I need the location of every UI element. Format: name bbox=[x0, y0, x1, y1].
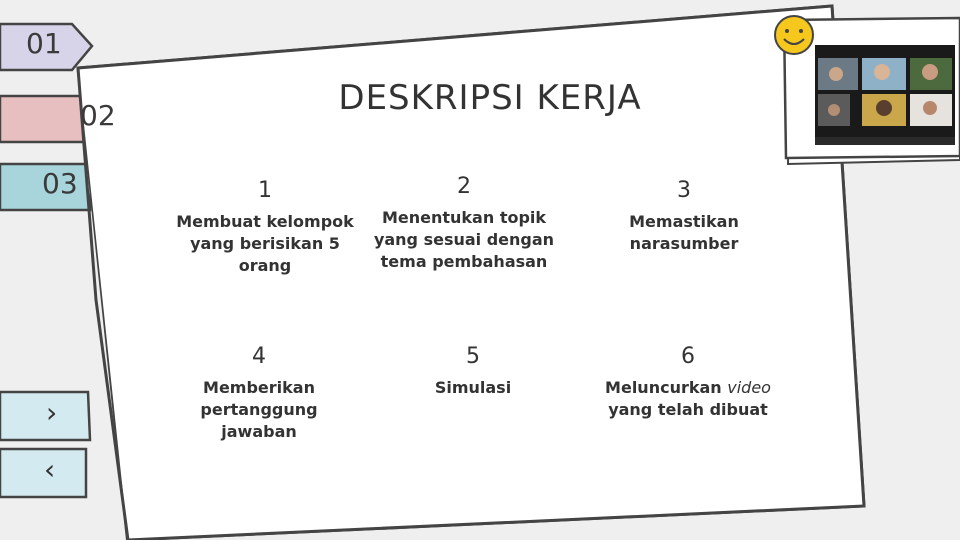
tab-01-label[interactable]: 01 bbox=[26, 27, 62, 60]
work-item-number: 4 bbox=[252, 344, 266, 369]
work-item-number: 3 bbox=[677, 178, 691, 203]
work-item-3 bbox=[589, 178, 779, 255]
work-item-text: Memastikan narasumber bbox=[629, 212, 739, 253]
work-item-text: Meluncurkan video yang telah dibuat bbox=[605, 378, 771, 419]
tab-02-label[interactable]: 02 bbox=[80, 99, 116, 132]
smiley-icon bbox=[775, 16, 813, 54]
next-button[interactable]: › bbox=[46, 396, 58, 429]
work-item-text: Memberikan pertanggung jawaban bbox=[200, 378, 318, 441]
work-item-5 bbox=[378, 344, 568, 399]
work-item-4 bbox=[164, 344, 354, 443]
work-item-2 bbox=[369, 174, 559, 273]
work-item-1 bbox=[170, 178, 360, 277]
nav-next-shape bbox=[0, 392, 90, 440]
work-item-number: 1 bbox=[258, 178, 272, 203]
nav-prev-shape bbox=[0, 449, 86, 497]
tab-03-label[interactable]: 03 bbox=[42, 167, 78, 200]
video-call-thumbnail bbox=[815, 45, 955, 145]
work-item-number: 2 bbox=[457, 174, 471, 199]
work-item-number: 5 bbox=[466, 344, 480, 369]
work-item-text: Simulasi bbox=[434, 378, 512, 397]
work-item-number: 6 bbox=[681, 344, 695, 369]
prev-button[interactable]: ‹ bbox=[44, 453, 56, 486]
work-item-text: Menentukan topik yang sesuai dengan tema pembahasan bbox=[373, 208, 555, 271]
italic-word: video bbox=[727, 378, 771, 397]
work-item-6 bbox=[593, 344, 783, 421]
slide-title: DESKRIPSI KERJA bbox=[338, 78, 642, 118]
work-item-text: Membuat kelompok yang berisikan 5 orang bbox=[176, 212, 354, 275]
